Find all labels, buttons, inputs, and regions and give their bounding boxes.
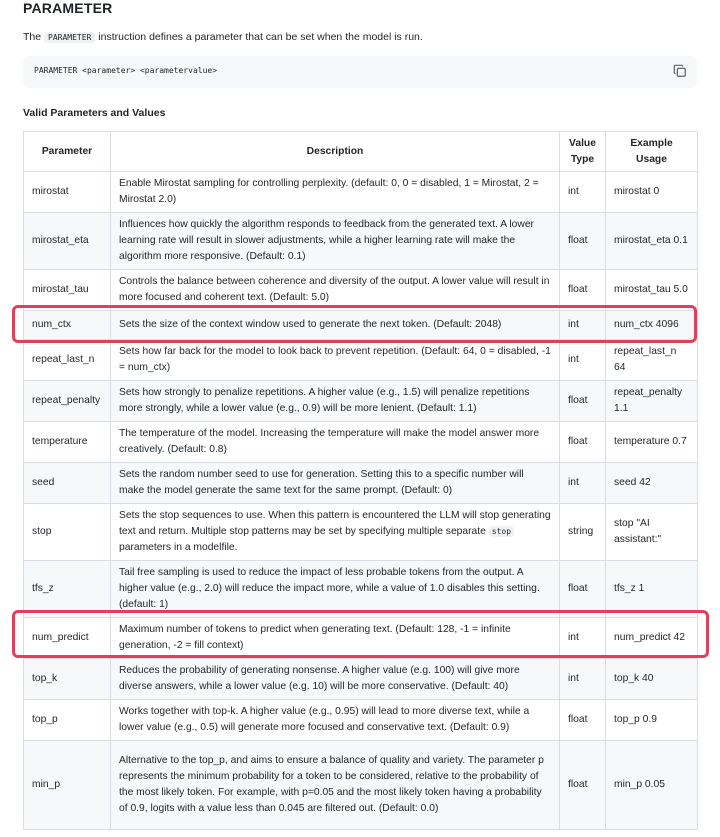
cell-example: min_p 0.05 <box>606 741 698 830</box>
cell-description: Reduces the probability of generating nonsense. A higher value (e.g. 100) will give more diverse answers, while a lower value (e.g. 10) will be more conservative. (Default: 40) <box>111 659 560 700</box>
cell-parameter: mirostat <box>24 172 111 213</box>
cell-parameter: seed <box>24 463 111 504</box>
table-row <box>24 463 698 504</box>
cell-type: int <box>560 311 606 340</box>
cell-example: stop "AI assistant:" <box>606 504 698 561</box>
cell-example: num_ctx 4096 <box>606 311 698 340</box>
cell-parameter: stop <box>24 504 111 561</box>
cell-description <box>111 504 560 561</box>
table-row <box>24 311 698 340</box>
copy-icon-glyph <box>673 64 687 78</box>
table-row <box>24 700 698 741</box>
cell-example: seed 42 <box>606 463 698 504</box>
cell-parameter: repeat_last_n <box>24 340 111 381</box>
section-title: PARAMETER <box>23 0 113 16</box>
cell-example: top_p 0.9 <box>606 700 698 741</box>
header-description: Description <box>111 132 560 172</box>
cell-parameter: tfs_z <box>24 561 111 618</box>
cell-type: int <box>560 340 606 381</box>
table-row <box>24 381 698 422</box>
table-row <box>24 659 698 700</box>
table-header-row <box>24 132 698 172</box>
cell-parameter: min_p <box>24 741 111 830</box>
subheading: Valid Parameters and Values <box>23 107 166 119</box>
cell-parameter: temperature <box>24 422 111 463</box>
table-row <box>24 561 698 618</box>
description-text: Sets the stop sequences to use. When this pattern is encountered the LLM will stop generating text and return. Multiple stop patterns may be set by specifying multiple separate <box>119 510 551 537</box>
intro-inline-code: PARAMETER <box>44 32 95 43</box>
intro-suffix: instruction defines a parameter that can be set when the model is run. <box>98 31 423 43</box>
cell-type: float <box>560 270 606 311</box>
cell-example: repeat_penalty 1.1 <box>606 381 698 422</box>
description-text: parameters in a modelfile. <box>119 542 238 553</box>
cell-description: Works together with top-k. A higher value (e.g., 0.95) will lead to more diverse text, while a lower value (e.g., 0.5) will generate more focused and conservative text. (Default: 0.9) <box>111 700 560 741</box>
cell-type: float <box>560 561 606 618</box>
cell-example: mirostat 0 <box>606 172 698 213</box>
table-row <box>24 270 698 311</box>
header-example: Example Usage <box>606 132 698 172</box>
header-parameter: Parameter <box>24 132 111 172</box>
cell-type: int <box>560 618 606 659</box>
copy-icon[interactable] <box>673 64 687 78</box>
cell-parameter: top_k <box>24 659 111 700</box>
cell-description: Sets the size of the context window used to generate the next token. (Default: 2048) <box>111 311 560 340</box>
cell-example: repeat_last_n 64 <box>606 340 698 381</box>
intro-paragraph <box>23 30 423 45</box>
cell-parameter: top_p <box>24 700 111 741</box>
code-block-text: PARAMETER <parameter> <parametervalue> <box>34 66 218 75</box>
cell-type: int <box>560 172 606 213</box>
cell-type: int <box>560 659 606 700</box>
cell-description: Influences how quickly the algorithm responds to feedback from the generated text. A lower learning rate will result in slower adjustments, while a higher learning rate will make the algorithm more responsive. (Default: 0.1) <box>111 213 560 270</box>
cell-parameter: repeat_penalty <box>24 381 111 422</box>
cell-type: float <box>560 213 606 270</box>
cell-description: Sets how far back for the model to look back to prevent repetition. (Default: 64, 0 = disabled, -1 = num_ctx) <box>111 340 560 381</box>
cell-example: mirostat_eta 0.1 <box>606 213 698 270</box>
table-row <box>24 504 698 561</box>
inline-code: stop <box>489 526 514 537</box>
cell-parameter: mirostat_eta <box>24 213 111 270</box>
cell-description: Controls the balance between coherence and diversity of the output. A lower value will result in more focused and coherent text. (Default: 5.0) <box>111 270 560 311</box>
cell-example: num_predict 42 <box>606 618 698 659</box>
cell-type: float <box>560 381 606 422</box>
cell-description: Maximum number of tokens to predict when generating text. (Default: 128, -1 = infinite generation, -2 = fill context) <box>111 618 560 659</box>
table-row <box>24 422 698 463</box>
cell-parameter: num_ctx <box>24 311 111 340</box>
cell-description: Alternative to the top_p, and aims to ensure a balance of quality and variety. The parameter p represents the minimum probability for a token to be considered, relative to the probability of the most likely token. For example, with p=0.05 and the most likely token having a probability of 0.9, logits with a value less than 0.045 are filtered out. (Default: 0.0) <box>111 741 560 830</box>
code-block <box>23 56 697 88</box>
cell-parameter: num_predict <box>24 618 111 659</box>
cell-example: tfs_z 1 <box>606 561 698 618</box>
cell-type: int <box>560 463 606 504</box>
cell-example: mirostat_tau 5.0 <box>606 270 698 311</box>
cell-description: Tail free sampling is used to reduce the impact of less probable tokens from the output. A higher value (e.g., 2.0) will reduce the impact more, while a value of 1.0 disables this setting. (default: 1) <box>111 561 560 618</box>
parameters-table <box>23 131 698 830</box>
cell-description: Sets the random number seed to use for generation. Setting this to a specific number will make the model generate the same text for the same prompt. (Default: 0) <box>111 463 560 504</box>
header-value-type: Value Type <box>560 132 606 172</box>
table-row <box>24 213 698 270</box>
table-row <box>24 618 698 659</box>
cell-example: top_k 40 <box>606 659 698 700</box>
table-row <box>24 172 698 213</box>
table-row <box>24 741 698 830</box>
cell-example: temperature 0.7 <box>606 422 698 463</box>
cell-description: Sets how strongly to penalize repetitions. A higher value (e.g., 1.5) will penalize repetitions more strongly, while a lower value (e.g., 0.9) will be more lenient. (Default: 1.1) <box>111 381 560 422</box>
cell-description: The temperature of the model. Increasing the temperature will make the model answer more creatively. (Default: 0.8) <box>111 422 560 463</box>
cell-parameter: mirostat_tau <box>24 270 111 311</box>
intro-prefix: The <box>23 31 42 43</box>
cell-description: Enable Mirostat sampling for controlling perplexity. (default: 0, 0 = disabled, 1 = Mirostat, 2 = Mirostat 2.0) <box>111 172 560 213</box>
cell-type: float <box>560 422 606 463</box>
cell-type: float <box>560 741 606 830</box>
cell-type: string <box>560 504 606 561</box>
cell-type: float <box>560 700 606 741</box>
table-row <box>24 340 698 381</box>
